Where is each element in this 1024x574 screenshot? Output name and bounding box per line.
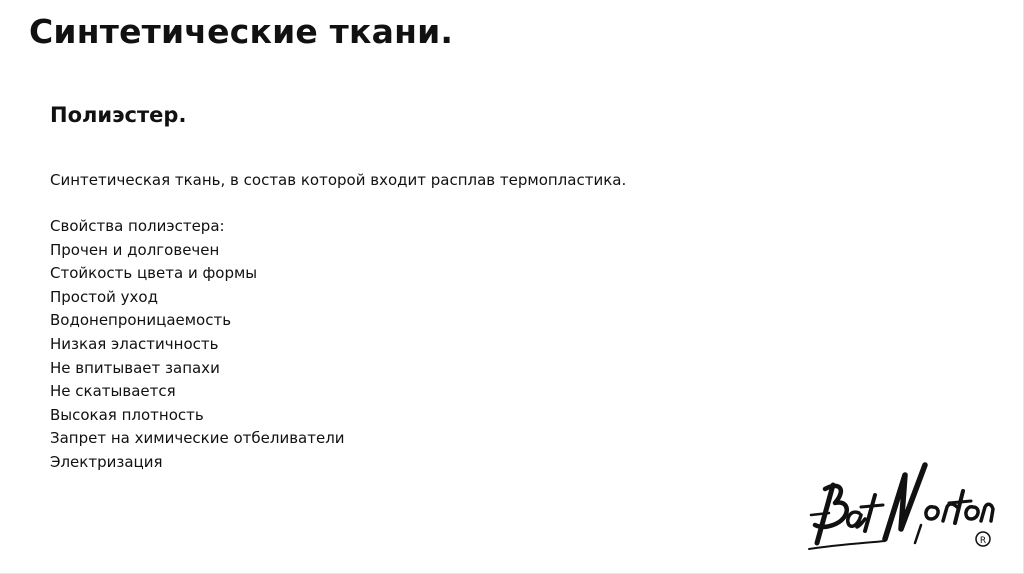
property-item: Электризация	[50, 452, 163, 471]
property-item: Низкая эластичность	[50, 334, 219, 353]
properties-heading: Свойства полиэстера:	[50, 217, 225, 235]
property-item: Запрет на химические отбеливатели	[50, 429, 345, 448]
property-item: Простой уход	[50, 287, 158, 306]
svg-text:R: R	[979, 536, 987, 546]
properties-list	[50, 239, 345, 475]
section-subtitle: Полиэстер.	[50, 103, 187, 127]
slide-title: Синтетические ткани.	[29, 12, 454, 51]
properties-block	[50, 215, 345, 475]
property-item: Водонепроницаемость	[50, 311, 232, 330]
signature-logo-icon	[805, 455, 1000, 555]
fabric-description: Синтетическая ткань, в состав которой входит расплав термопластика.	[50, 171, 627, 189]
property-item: Не впитывает запахи	[50, 358, 220, 377]
property-item: Прочен и долговечен	[50, 240, 220, 259]
property-item: Высокая плотность	[50, 405, 204, 424]
property-item: Не скатывается	[50, 382, 176, 401]
property-item: Стойкость цвета и формы	[50, 264, 258, 283]
signature-logo-graphic	[805, 455, 1000, 555]
